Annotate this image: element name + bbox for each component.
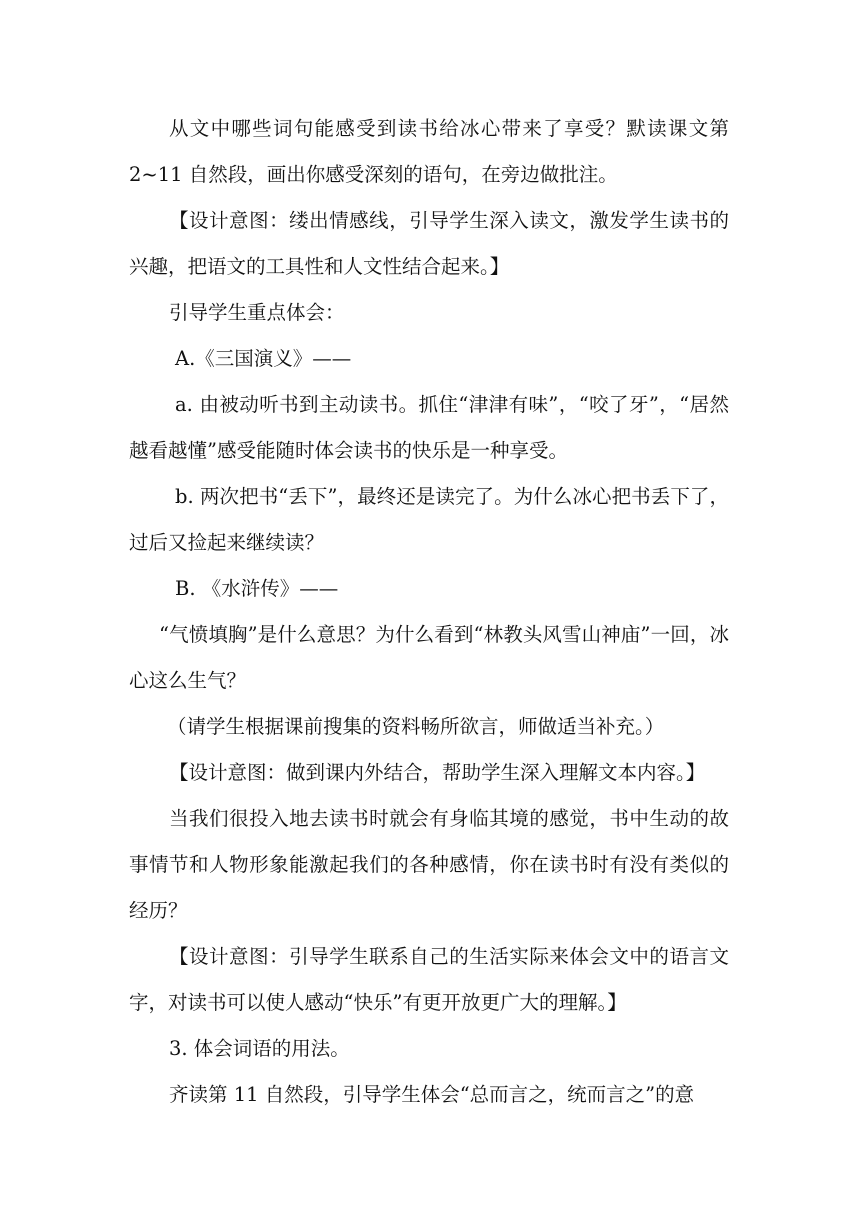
paragraph-step-3: 3. 体会词语的用法。 — [169, 1037, 350, 1060]
paragraph-design-intent-3: 【设计意图：引导学生联系自己的生活实际来体会文中的语言文字，对读书可以使人感动“快乐”有更开放更广大的理解。】 — [129, 945, 729, 1014]
paragraph-note: （请学生根据课前搜集的资料畅所欲言，师做适当补充。） — [167, 715, 665, 738]
paragraph-section-b: B. 《水浒传》—— — [175, 577, 339, 600]
paragraph-section-a: A.《三国演义》—— — [175, 347, 352, 370]
document-page — [129, 106, 729, 1118]
paragraph-point-a: a. 由被动听书到主动读书。抓住“津津有味”，“咬了牙”，“居然越看越懂”感受能随时体会读书的快乐是一种享受。 — [129, 393, 729, 462]
paragraph-point-b: b. 两次把书“丢下”，最终还是读完了。为什么冰心把书丢下了，过后又捡起来继续读？ — [129, 485, 729, 554]
paragraph-question-anger: “气愤填胸”是什么意思？为什么看到“林教头风雪山神庙”一回，冰心这么生气？ — [129, 623, 729, 692]
paragraph-reading-experience: 当我们很投入地去读书时就会有身临其境的感觉，书中生动的故事情节和人物形象能激起我们的各种感情，你在读书时有没有类似的经历？ — [129, 807, 729, 922]
paragraph-read-aloud: 齐读第 11 自然段，引导学生体会“总而言之，统而言之”的意 — [169, 1083, 695, 1106]
paragraph-design-intent-1: 【设计意图：缕出情感线，引导学生深入读文，激发学生读书的兴趣，把语文的工具性和人文性结合起来。】 — [129, 209, 729, 278]
paragraph-design-intent-2: 【设计意图：做到课内外结合，帮助学生深入理解文本内容。】 — [169, 761, 706, 784]
paragraph-question: 从文中哪些词句能感受到读书给冰心带来了享受？默读课文第2~11 自然段，画出你感受深刻的语句，在旁边做批注。 — [129, 117, 729, 186]
paragraph-guide-heading: 引导学生重点体会： — [169, 301, 345, 324]
